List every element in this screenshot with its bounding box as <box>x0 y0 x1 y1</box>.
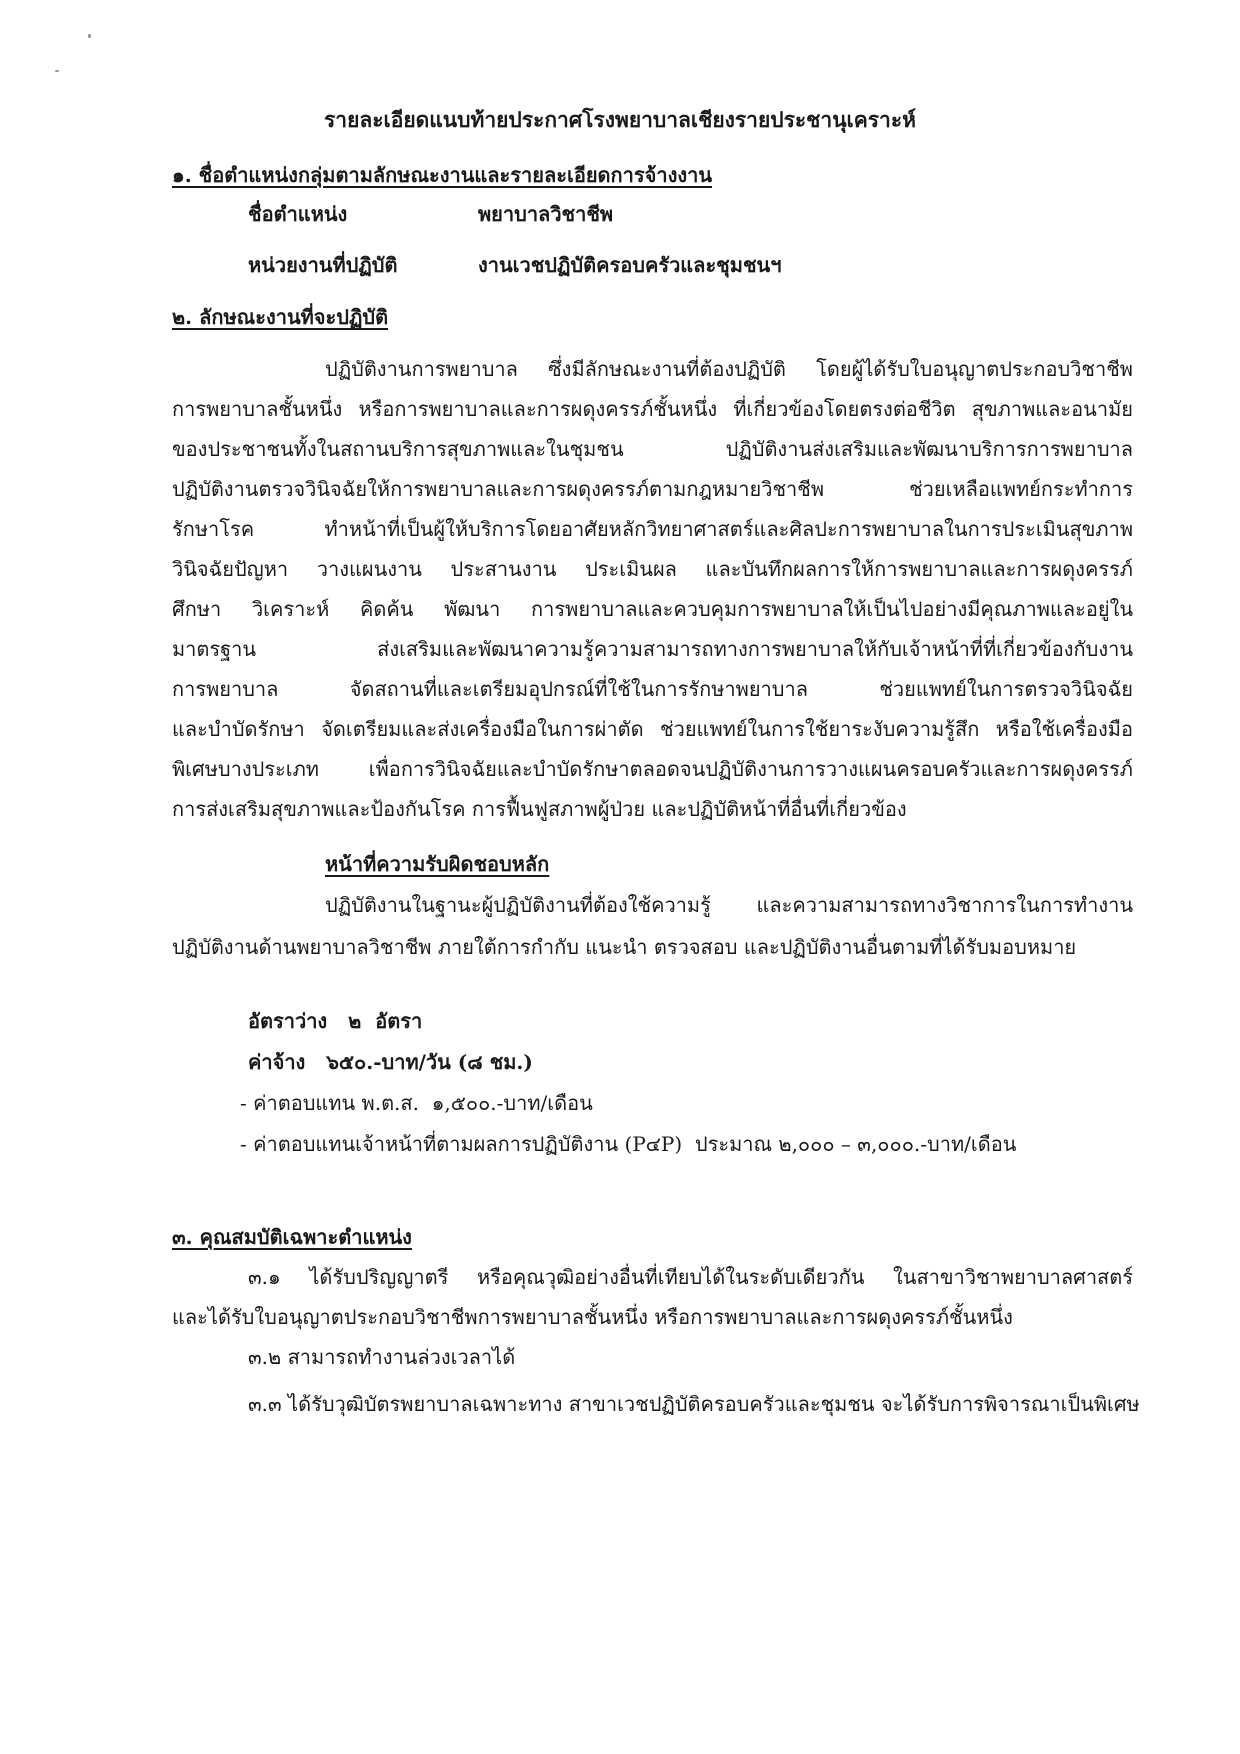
allowance-pts: - ค่าตอบแทน พ.ต.ส. ๑,๕๐๐.-บาท/เดือน <box>240 1091 593 1115</box>
paragraph-line: รักษาโรค ทำหน้าที่เป็นผู้ให้บริการโดยอาศัยหลักวิทยาศาสตร์และศิลปะการพยาบาลในการประเมินสุขภาพ <box>172 517 1133 541</box>
wage-rate: ค่าจ้าง ๖๕๐.-บาท/วัน (๘ ชม.) <box>248 1050 533 1074</box>
paragraph-line: และบำบัดรักษา จัดเตรียมและส่งเครื่องมือในการผ่าตัด ช่วยแพทย์ในการใช้ยาระงับความรู้สึก หรือใช้เครื่องมือ <box>172 717 1133 741</box>
page-title: รายละเอียดแนบท้ายประกาศโรงพยาบาลเชียงรายประชานุเคราะห์ <box>324 107 916 132</box>
qualification-3-1: ๓.๑ ได้รับปริญญาตรี หรือคุณวุฒิอย่างอื่นที่เทียบได้ในระดับเดียวกัน ในสาขาวิชาพยาบาลศาสตร์ <box>248 1265 1133 1289</box>
qualification-3-1-cont: และได้รับใบอนุญาตประกอบวิชาชีพการพยาบาลชั้นหนึ่ง หรือการพยาบาลและการผดุงครรภ์ชั้นหนึ่ง <box>172 1305 1013 1329</box>
paragraph-line: ศึกษา วิเคราะห์ คิดค้น พัฒนา การพยาบาลและควบคุมการพยาบาลให้เป็นไปอย่างมีคุณภาพและอยู่ใน <box>172 597 1133 621</box>
position-value: พยาบาลวิชาชีพ <box>478 202 614 226</box>
paragraph-line: มาตรฐาน ส่งเสริมและพัฒนาความรู้ความสามารถทางการพยาบาลให้กับเจ้าหน้าที่ที่เกี่ยวข้องกับงาน <box>172 637 1133 661</box>
paragraph-line: การพยาบาล จัดสถานที่และเตรียมอุปกรณ์ที่ใช้ในการรักษาพยาบาล ช่วยแพทย์ในการตรวจวินิจฉัย <box>172 677 1133 701</box>
paragraph-line: การพยาบาลชั้นหนึ่ง หรือการพยาบาลและการผดุงครรภ์ชั้นหนึ่ง ที่เกี่ยวข้องโดยตรงต่อชีวิต สุขภาพและอนามัย <box>172 397 1133 421</box>
qualification-3-3: ๓.๓ ได้รับวุฒิบัตรพยาบาลเฉพาะทาง สาขาเวชปฏิบัติครอบครัวและชุมชน จะได้รับการพิจารณาเป็นพิเศษ <box>248 1392 1140 1416</box>
allowance-p4p: - ค่าตอบแทนเจ้าหน้าที่ตามผลการปฏิบัติงาน (P๔P) ประมาณ ๒,๐๐๐ – ๓,๐๐๐.-บาท/เดือน <box>240 1132 1017 1156</box>
section-2-heading: ๒. ลักษณะงานที่จะปฏิบัติ <box>172 305 389 329</box>
scan-speck <box>55 70 59 72</box>
position-label: ชื่อตำแหน่ง <box>248 202 348 226</box>
paragraph-line: ปฏิบัติงานการพยาบาล ซึ่งมีลักษณะงานที่ต้องปฏิบัติ โดยผู้ได้รับใบอนุญาตประกอบวิชาชีพ <box>325 357 1133 381</box>
section-3-heading: ๓. คุณสมบัติเฉพาะตำแหน่ง <box>172 1225 412 1249</box>
work-unit-value: งานเวชปฏิบัติครอบครัวและชุมชนฯ <box>478 253 782 277</box>
duty-line: ปฏิบัติงานด้านพยาบาลวิชาชีพ ภายใต้การกำกับ แนะนำ ตรวจสอบ และปฏิบัติงานอื่นตามที่ได้รับมอบหมาย <box>172 935 1077 959</box>
paragraph-line: พิเศษบางประเภท เพื่อการวินิจฉัยและบำบัดรักษาตลอดจนปฏิบัติงานการวางแผนครอบครัวและการผดุงครรภ์ <box>172 757 1133 781</box>
section-1-heading: ๑. ชื่อตำแหน่งกลุ่มตามลักษณะงานและรายละเอียดการจ้างงาน <box>172 163 712 187</box>
work-unit-label: หน่วยงานที่ปฏิบัติ <box>248 253 398 277</box>
paragraph-line: ของประชาชนทั้งในสถานบริการสุขภาพและในชุมชน ปฏิบัติงานส่งเสริมและพัฒนาบริการการพยาบาล <box>172 437 1133 461</box>
vacancy-count: อัตราว่าง ๒ อัตรา <box>248 1009 423 1033</box>
duty-line: ปฏิบัติงานในฐานะผู้ปฏิบัติงานที่ต้องใช้ความรู้ และความสามารถทางวิชาการในการทำงาน <box>325 893 1133 917</box>
paragraph-line: การส่งเสริมสุขภาพและป้องกันโรค การฟื้นฟูสภาพผู้ป่วย และปฏิบัติหน้าที่อื่นที่เกี่ยวข้อง <box>172 797 907 821</box>
qualification-3-2: ๓.๒ สามารถทำงานล่วงเวลาได้ <box>248 1345 516 1369</box>
scan-speck <box>88 34 91 38</box>
paragraph-line: ปฏิบัติงานตรวจวินิจฉัยให้การพยาบาลและการผดุงครรภ์ตามกฎหมายวิชาชีพ ช่วยเหลือแพทย์กระทำการ <box>172 477 1133 501</box>
paragraph-line: วินิจฉัยปัญหา วางแผนงาน ประสานงาน ประเมินผล และบันทึกผลการให้การพยาบาลและการผดุงครรภ์ <box>172 557 1133 581</box>
main-duties-heading: หน้าที่ความรับผิดชอบหลัก <box>325 852 550 876</box>
